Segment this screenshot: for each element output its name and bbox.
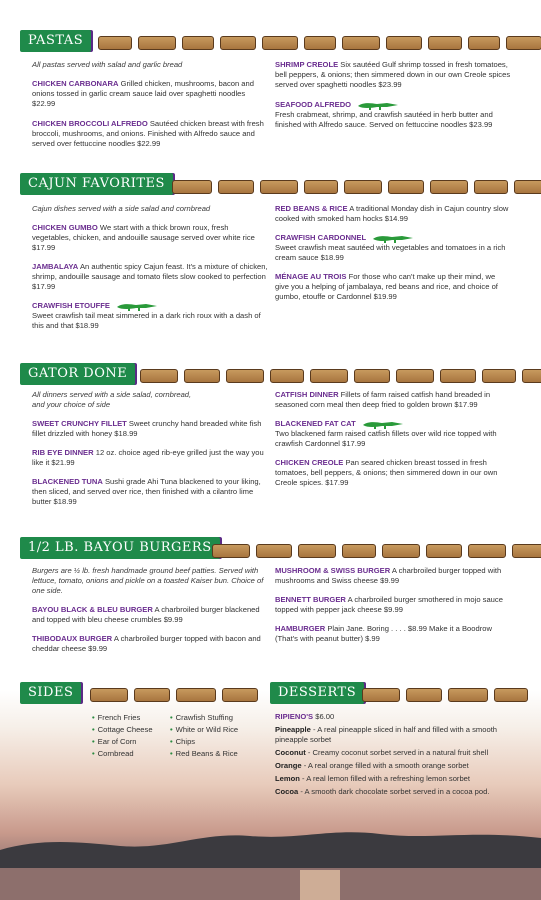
- item-name: CHICKEN BROCCOLI ALFREDO: [32, 119, 148, 128]
- sides-header: SIDES: [20, 682, 81, 704]
- item-desc: Fresh crabmeat, shrimp, and crawfish sautéed in herb butter and finished with Alfredo sauce. Served on fettuccine noodles $23.99: [275, 110, 493, 129]
- item-name: SHRIMP CREOLE: [275, 60, 339, 69]
- list-item: • Chips: [170, 737, 196, 746]
- item-desc: For those who can't make up their mind, we give you a helping of jambalaya, red beans and rice, and choice of gumbo, etouffe or Cardonnel $19.99: [275, 272, 498, 301]
- dessert-item: Coconut - Creamy coconut sorbet served in a natural fruit shell: [275, 748, 489, 757]
- item-desc: Sautéed chicken breast with fresh broccoli, mushrooms, and onions. Finished with Alfredo sauce and served over fettuccine noodles $22.99: [32, 119, 264, 148]
- item-desc: 12 oz. choice aged rib-eye grilled just the way you like it $21.99: [32, 448, 264, 467]
- alligator-icon: [372, 233, 414, 243]
- cajun-intro: Cajun dishes served with a side salad and cornbread: [32, 204, 211, 213]
- wood-divider: [90, 688, 258, 702]
- item-desc: A traditional Monday dish in Cajun country slow cooked with smoked ham hocks $14.99: [275, 204, 509, 223]
- dessert-item: Pineapple - A real pineapple sliced in half and filled with a smooth pineapple sorbet: [275, 725, 498, 744]
- menu-item: [275, 60, 511, 90]
- pastas-header: PASTAS: [20, 30, 91, 52]
- item-desc: Sweet crunchy hand breaded white fish fillet drizzled with honey $18.99: [32, 419, 262, 438]
- menu-item: [32, 301, 268, 331]
- alligator-icon: [357, 100, 399, 110]
- desserts-header: DESSERTS: [270, 682, 364, 704]
- list-item: • White or Wild Rice: [170, 725, 239, 734]
- item-name: BLACKENED TUNA: [32, 477, 103, 486]
- menu-item: [275, 100, 511, 130]
- item-desc: Six sautéed Gulf shrimp tossed in fresh tomatoes, bell peppers, & onions; then simmered down in our own Creole spices served over spaghetti noodles $23.99: [275, 60, 511, 89]
- menu-item: [275, 566, 511, 586]
- menu-item: [32, 262, 268, 292]
- menu-item: [275, 272, 511, 302]
- item-name: CHICKEN CREOLE: [275, 458, 344, 467]
- menu-item: [275, 419, 511, 449]
- cajun-header: CAJUN FAVORITES: [20, 173, 173, 195]
- hills-silhouette: [0, 820, 541, 900]
- menu-item: [32, 634, 268, 654]
- list-item: • Cornbread: [92, 749, 134, 758]
- list-item: • Ear of Corn: [92, 737, 137, 746]
- item-name: THIBODAUX BURGER: [32, 634, 113, 643]
- item-name: CATFISH DINNER: [275, 390, 339, 399]
- wood-divider: [172, 180, 541, 194]
- item-desc: A charbroiled burger topped with bacon and cheddar cheese $9.99: [32, 634, 261, 653]
- menu-item: [275, 233, 511, 263]
- menu-item: [32, 477, 268, 507]
- alligator-icon: [116, 301, 158, 311]
- item-name: BENNETT BURGER: [275, 595, 346, 604]
- item-desc: A charbroiled burger blackened and topped with bleu cheese crumbles $9.99: [32, 605, 260, 624]
- menu-item: [32, 605, 268, 625]
- list-item: • French Fries: [92, 713, 141, 722]
- item-name: MUSHROOM & SWISS BURGER: [275, 566, 391, 575]
- item-name: RIB EYE DINNER: [32, 448, 94, 457]
- pastas-intro: All pastas served with salad and garlic bread: [32, 60, 183, 69]
- item-name: CHICKEN CARBONARA: [32, 79, 119, 88]
- wood-divider: [98, 36, 541, 50]
- item-name: CHICKEN GUMBO: [32, 223, 98, 232]
- item-desc: Grilled chicken, mushrooms, bacon and onions tossed in garlic cream sauce laid over spaghetti noodles $22.99: [32, 79, 254, 108]
- wood-divider: [140, 369, 541, 383]
- alligator-icon: [362, 419, 404, 429]
- burgers-intro: Burgers are ½ lb. fresh handmade ground beef patties. Served with lettuce, tomato, onions and pickle on a toasted Kaiser bun. Choice of one side.: [32, 566, 264, 595]
- list-item: • Red Beans & Rice: [170, 749, 238, 758]
- item-name: MÉNAGE AU TROIS: [275, 272, 347, 281]
- item-name: BLACKENED FAT CAT: [275, 419, 356, 428]
- item-name: HAMBURGER: [275, 624, 326, 633]
- item-name: CRAWFISH CARDONNEL: [275, 233, 367, 242]
- item-desc: Two blackened farm raised catfish fillets over wild rice topped with crawfish Cardonnel $17.99: [275, 429, 497, 448]
- item-desc: An authentic spicy Cajun feast. It's a mixture of chicken, shrimp, andouille sausage and tomato filets slow cooked to perfection $17.99: [32, 262, 268, 291]
- menu-item: [32, 419, 268, 439]
- menu-item: [275, 595, 511, 615]
- dessert-item: Orange - A real orange filled with a smooth orange sorbet: [275, 761, 469, 770]
- menu-item: [32, 223, 268, 253]
- item-desc: Fillets of farm raised catfish hand breaded in seasoned corn meal then deep fried to golden brown $17.99: [275, 390, 491, 409]
- wood-divider: [212, 544, 541, 558]
- item-desc: Sweet crawfish tail meat simmered in a dark rich roux with a dash of this and that $18.99: [32, 311, 261, 330]
- menu-item: [275, 204, 511, 224]
- dessert-item: Lemon - A real lemon filled with a refreshing lemon sorbet: [275, 774, 471, 783]
- item-desc: Sweet crawfish meat sautéed with vegetables and tomatoes in a rich cream sauce $18.99: [275, 243, 506, 262]
- item-name: SEAFOOD ALFREDO: [275, 100, 352, 109]
- burgers-header: 1/2 LB. BAYOU BURGERS: [20, 537, 220, 559]
- item-name: CRAWFISH ETOUFFE: [32, 301, 110, 310]
- sides-list-left: [92, 712, 153, 760]
- item-name: SWEET CRUNCHY FILLET: [32, 419, 127, 428]
- item-desc: A charbroiled burger topped with mushrooms and Swiss cheese $9.99: [275, 566, 502, 585]
- item-desc: A charbroiled burger smothered in mojo sauce topped with pepper jack cheese $9.99: [275, 595, 503, 614]
- sides-list-right: [170, 712, 238, 760]
- gator-intro-line2: and your choice of side: [32, 400, 111, 409]
- list-item: • Crawfish Stuffing: [170, 713, 233, 722]
- dessert-item: Cocoa - A smooth dark chocolate sorbet served in a cocoa pod.: [275, 787, 490, 796]
- menu-item: [32, 448, 268, 468]
- item-desc: Plain Jane. Boring . . . . $8.99 Make it a Boodrow (That's with peanut butter) $.99: [275, 624, 492, 643]
- dessert-heading: RIPIENO'S $6.00: [275, 712, 335, 721]
- list-item: • Cottage Cheese: [92, 725, 153, 734]
- wood-divider: [362, 688, 528, 702]
- item-desc: We start with a thick brown roux, fresh vegetables, chicken, and andouille sausage served over white rice $17.99: [32, 223, 255, 252]
- menu-item: [32, 119, 268, 149]
- gator-intro-line1: All dinners served with a side salad, cornbread,: [32, 390, 192, 399]
- gator-done-header: GATOR DONE: [20, 363, 135, 385]
- item-desc: Sushi grade Ahi Tuna blackened to your liking, then sliced, and served over rice, then finished with a cilantro lime butter $18.99: [32, 477, 261, 506]
- menu-item: [275, 458, 511, 488]
- item-name: BAYOU BLACK & BLEU BURGER: [32, 605, 153, 614]
- menu-item: [275, 624, 511, 644]
- item-name: RED BEANS & RICE: [275, 204, 348, 213]
- menu-item: [32, 79, 268, 109]
- menu-item: [275, 390, 511, 410]
- item-desc: Pan seared chicken breast tossed in fresh tomatoes, bell peppers, & onions; then simmered down in our own Creole spices. $17.99: [275, 458, 498, 487]
- item-name: JAMBALAYA: [32, 262, 79, 271]
